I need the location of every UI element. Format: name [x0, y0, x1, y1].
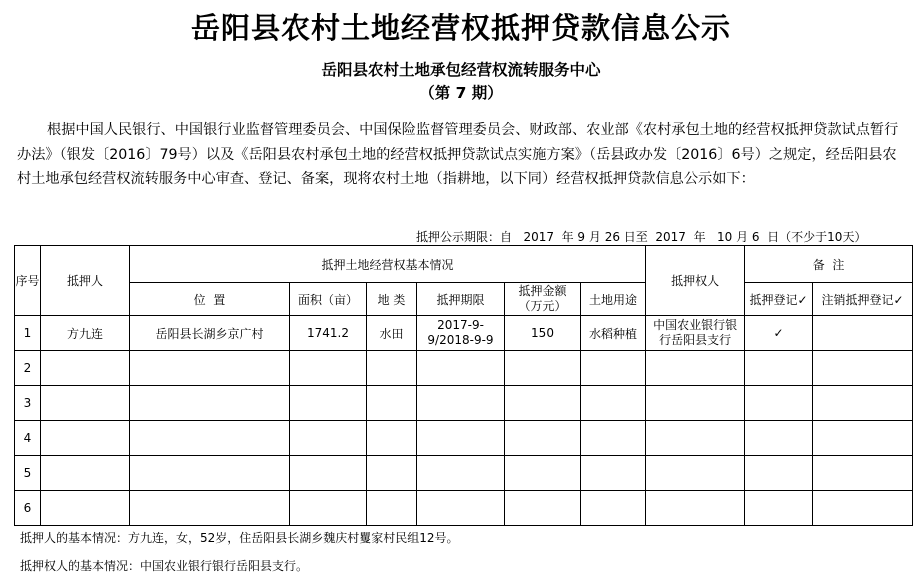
page-title: 岳阳县农村土地经营权抵押贷款信息公示	[190, 11, 731, 45]
cell-term: 2017-9- 9/2018-9-9	[417, 316, 505, 351]
table-row	[15, 456, 913, 491]
cell-seq: 3	[15, 386, 41, 421]
header-amount: 抵押金额 （万元）	[505, 283, 581, 316]
cell-seq: 4	[15, 421, 41, 456]
cell-location: 岳阳县长湖乡京广村	[130, 316, 290, 351]
header-mortgagee: 抵押权人	[646, 246, 745, 316]
intro-paragraph: 根据中国人民银行、中国银行业监督管理委员会、中国保险监督管理委员会、财政部、农业部《农村承包土地的经营权抵押贷款试点暂行办法》（银发〔2016〕79号）以及《岳阳县农村承包土地的经营权抵押贷款试点实施方案》（岳县政办发〔2016〕6号）之规定，经岳阳县农村土地承包经营权流转服务中心审查、登记、备案，现将农村土地（指耕地，以下同）经营权抵押贷款信息公示如下：	[17, 122, 899, 187]
issuer-name: 岳阳县农村土地承包经营权流转服务中心	[321, 61, 601, 79]
cell-mortgagor: 方九连	[41, 316, 130, 351]
header-cancellation: 注销抵押登记✓	[813, 283, 913, 316]
publicity-period: 抵押公示期限：自 2017 年 9 月 26 日至 2017 年 10 月 6 日（不少于10天）	[416, 230, 867, 244]
header-mortgagor: 抵押人	[41, 246, 130, 316]
table-row	[15, 491, 913, 526]
table-row	[15, 386, 913, 421]
cell-mortgagee: 中国农业银行银 行岳阳县支行	[646, 316, 745, 351]
cell-land-type: 水田	[367, 316, 417, 351]
header-area: 面积（亩）	[290, 283, 367, 316]
issue-number: （第 7 期）	[419, 84, 503, 102]
header-land-type: 地 类	[367, 283, 417, 316]
header-location: 位 置	[130, 283, 290, 316]
cell-seq: 5	[15, 456, 41, 491]
cell-area: 1741.2	[290, 316, 367, 351]
cell-amount: 150	[505, 316, 581, 351]
header-term: 抵押期限	[417, 283, 505, 316]
cell-seq: 2	[15, 351, 41, 386]
cell-use: 水稻种植	[581, 316, 646, 351]
mortgage-table	[14, 245, 913, 526]
header-seq: 序号	[15, 246, 41, 316]
header-use: 土地用途	[581, 283, 646, 316]
header-land-info: 抵押土地经营权基本情况	[130, 246, 646, 283]
cell-cancellation	[813, 316, 913, 351]
table-row	[15, 351, 913, 386]
header-registration: 抵押登记✓	[745, 283, 813, 316]
cell-seq: 6	[15, 491, 41, 526]
mortgagee-info: 抵押权人的基本情况：中国农业银行银行岳阳县支行。	[20, 559, 309, 573]
header-remarks: 备 注	[745, 246, 913, 283]
table-row	[15, 316, 913, 351]
cell-seq: 1	[15, 316, 41, 351]
table-row	[15, 421, 913, 456]
mortgagor-info: 抵押人的基本情况：方九连，女，52岁，住岳阳县长湖乡魏庆村矍家村民组12号。	[20, 531, 459, 545]
cell-registration: ✓	[745, 316, 813, 351]
